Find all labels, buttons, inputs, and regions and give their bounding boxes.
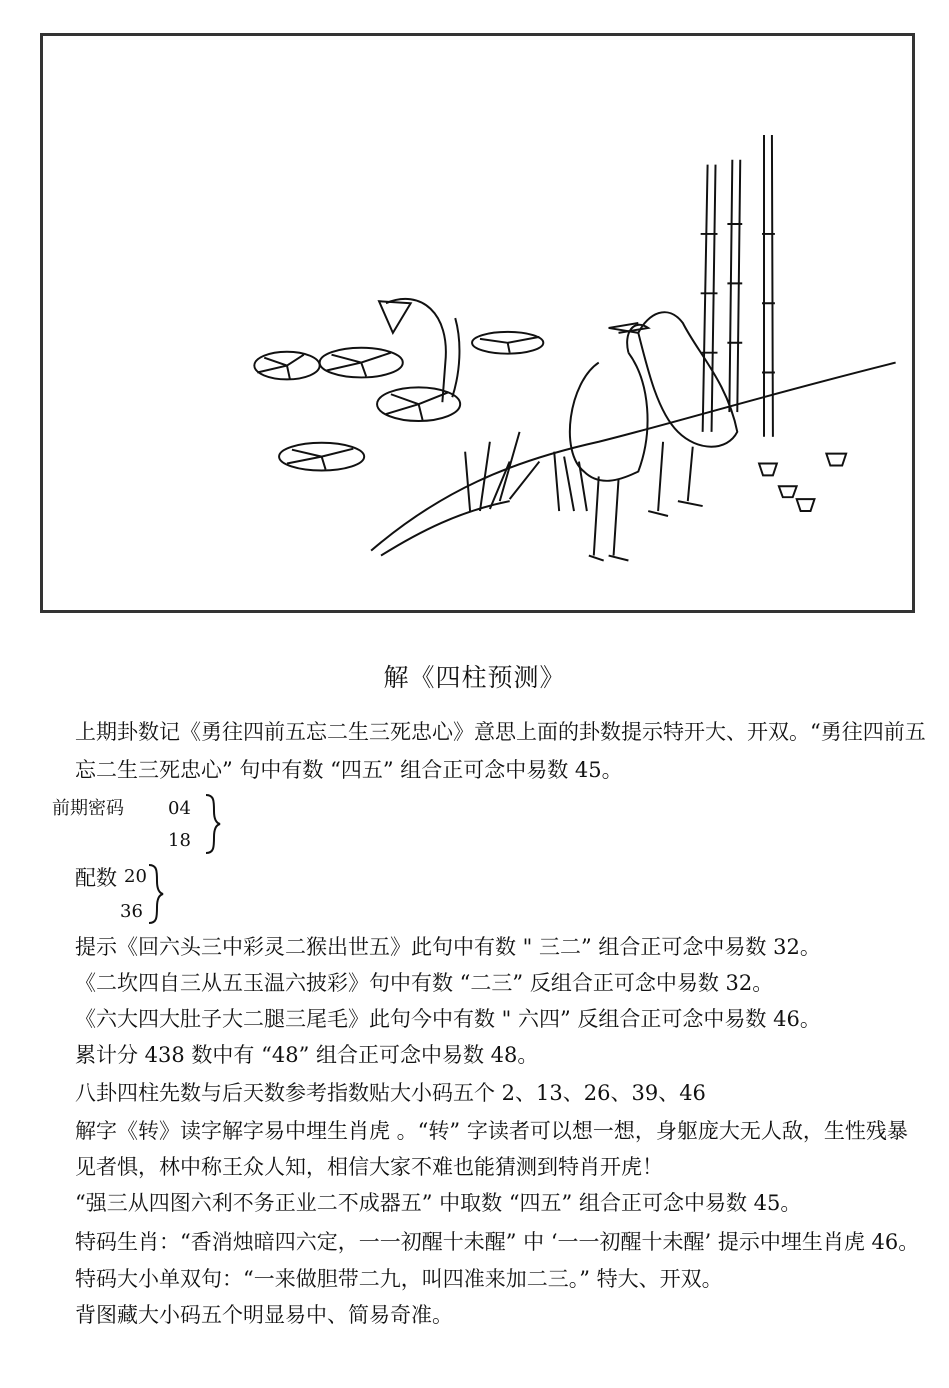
bamboo-group [701,135,775,437]
hint-line-5: 八卦四柱先数与后天数参考指数贴大小码五个 2、13、26、39、46 [75,1081,706,1105]
hint-line-6: 解字《转》读字解字易中埋生肖虎 。“转” 字读者可以想一想，身躯庞大无人敌，生性残暴 [75,1119,908,1143]
cranes-lotus-illustration [43,36,912,610]
hint-line-11: 背图藏大小码五个明显易中、简易奇准。 [75,1303,453,1327]
intro-line-2: 忘二生三死忠心” 句中有数 “四五” 组合正可念中易数 45。 [75,758,623,782]
page-title: 解《四柱预测》 [383,663,566,692]
brace-icon [145,863,165,925]
intro-line-1: 上期卦数记《勇往四前五忘二生三死忠心》意思上面的卦数提示特开大、开双。“勇往四前五 [75,720,926,744]
illustration-frame [40,33,915,613]
pair-label: 配数 [75,866,117,890]
hint-line-8: “强三从四图六利不务正业二不成器五” 中取数 “四五” 组合正可念中易数 45。 [75,1191,802,1215]
previous-code-value-2: 18 [168,830,191,851]
brace-icon [202,793,222,855]
previous-code-label: 前期密码 [52,798,124,819]
hint-line-1: 提示《回六头三中彩灵二猴出世五》此句中有数 " 三二” 组合正可念中易数 32。 [75,935,821,959]
hint-line-2: 《二坎四自三从五玉温六披彩》句中有数 “二三” 反组合正可念中易数 32。 [75,971,774,995]
pair-value-2: 36 [120,901,143,922]
pair-value-1: 20 [124,866,147,887]
hint-line-3: 《六大四大肚子大二腿三尾毛》此句今中有数 " 六四” 反组合正可念中易数 46。 [75,1007,821,1031]
hint-line-7: 见者惧，林中称王众人知，相信大家不难也能猜测到特肖开虎！ [75,1155,663,1179]
hint-line-4: 累计分 438 数中有 “48” 组合正可念中易数 48。 [75,1043,539,1067]
previous-code-value-1: 04 [168,798,191,819]
hint-line-10: 特码大小单双句：“一来做胆带二九，叫四准来加二三。” 特大、开双。 [75,1267,723,1291]
hint-line-9: 特码生肖：“香消烛暗四六定，一一初醒十未醒” 中 ‘一一初醒十未醒’ 提示中埋生肖虎 46。 [75,1230,920,1254]
